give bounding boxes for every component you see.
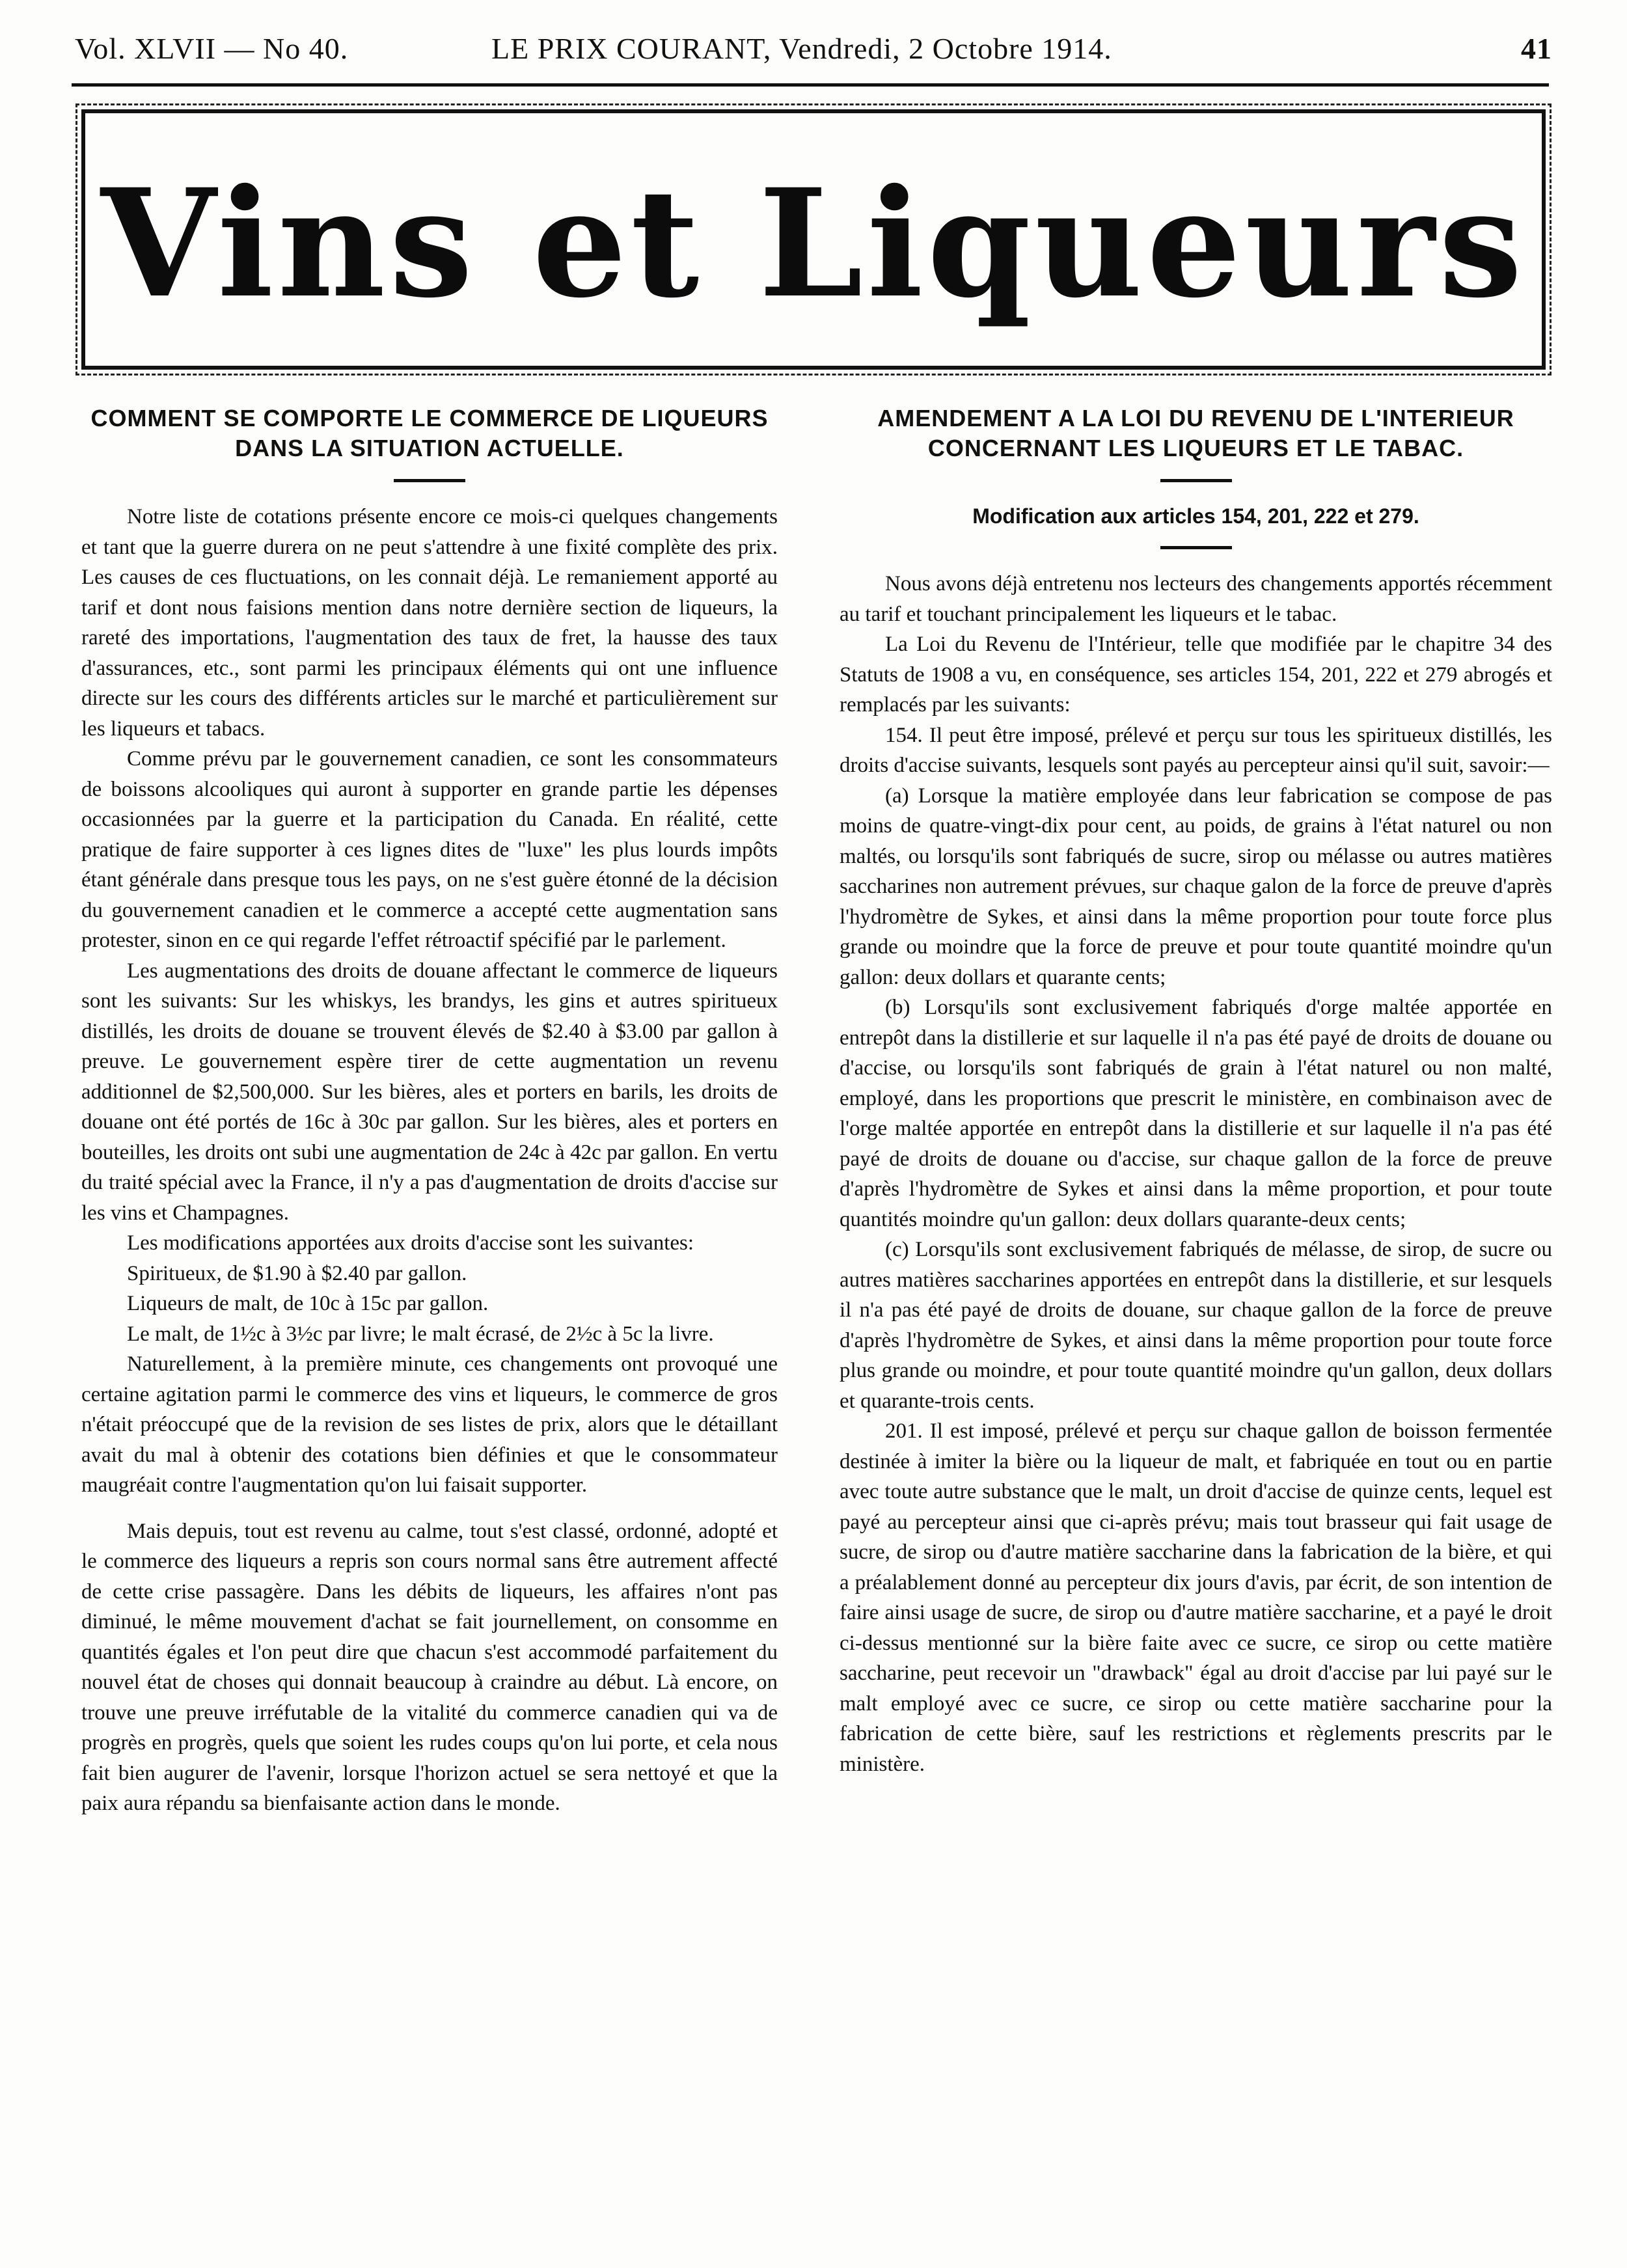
section-title: Vins et Liqueurs [100,156,1527,331]
right-article-heading: AMENDEMENT A LA LOI DU REVENU DE L'INTERIEUR CONCERNANT LES LIQUEURS ET LE TABAC. [877,405,1514,461]
subheading-rule [1160,546,1232,549]
left-article-heading: COMMENT SE COMPORTE LE COMMERCE DE LIQUEURS DANS LA SITUATION ACTUELLE. [90,405,769,461]
running-header [75,26,1552,72]
right-paragraph: (a) Lorsque la matière employée dans leur fabrication se compose de pas moins de quatre-vingt-dix pour cent, au poids, de grains à l'état naturel ou non maltés, ou lorsqu'ils sont fabriqués de sucre, sirop ou mélasse ou autres matières saccharines non autrement prévues, sur chaque galon de la force de preuve d'après l'hydromètre de Sykes, et ainsi dans la même proportion pour toute force plus grande ou moindre que la force de preuve et pour toute quantité moindre qu'un gallon: deux dollars et quarante cents; [840,784,1552,989]
right-article-subheading: Modification aux articles 154, 201, 222 et 279. [972,504,1419,528]
volume-number: Vol. XLVII — No 40. [75,32,349,65]
section-banner [81,109,1546,370]
left-paragraph: Naturellement, à la première minute, ces changements ont provoqué une certaine agitation parmi le commerce des vins et liqueurs, le commerce de gros n'était préoccupé que de la revision de ses listes de prix, alors que le détaillant avait du mal à obtenir des cotations bien définies et que le consommateur maugréait contre l'augmentation qu'on lui faisait supporter. [81,1352,778,1497]
right-paragraph: 201. Il est imposé, prélevé et perçu sur chaque gallon de boisson fermentée destinée à imiter la bière ou la liqueur de malt, et fabriquée en tout ou en partie avec toute autre substance que le malt, un droit d'accise de quinze cents, lequel est payé au percepteur ainsi que ci-après prévu; mais tout brasseur qui fait usage de sucre, de sirop ou d'autre matière saccharine dans la fabrication de la bière, et qui a préalablement donné au percepteur dix jours d'avis, par écrit, de son intention de faire ainsi usage de sucre, de sirop ou d'autre matière saccharine, et a payé le droit ci-dessus mentionné sur la bière faite avec ce sucre, ce sirop ou cette matière saccharine, peut recevoir un "drawback" égal au droit d'accise par lui payé sur le malt employé avec ce sucre, ce sirop ou cette matière saccharine pour la fabrication de cette bière, sauf les restrictions et règlements prescrits par le ministère. [840,1419,1552,1776]
publication-date-line: LE PRIX COURANT, Vendredi, 2 Octobre 1914. [491,32,1112,65]
left-list-item: Liqueurs de malt, de 10c à 15c par gallon. [127,1292,489,1315]
right-paragraph: 154. Il peut être imposé, prélevé et perçu sur tous les spiritueux distillés, les droits d'accise suivants, lesquels sont payés au percepteur ainsi qu'il suit, savoir:— [840,723,1552,777]
heading-rule [394,479,465,482]
right-column [840,403,1552,1779]
left-paragraph: Notre liste de cotations présente encore ce mois-ci quelques changements et tant que la guerre durera on ne peut s'attendre à une fixité complète des prix. Les causes de ces fluctuations, on les connait déjà. Le remaniement apporté au tarif et dont nous faisions mention dans notre dernière section de liqueurs, la rareté des importations, l'augmentation des taux de fret, la hausse des taux d'assurances, etc., sont parmi les principaux éléments qui ont une influence directe sur les cours des différents articles sur le marché et particulièrement sur les liqueurs et tabacs. [81,505,778,741]
page-number: 41 [1521,32,1552,65]
left-paragraph: Mais depuis, tout est revenu au calme, tout s'est classé, ordonné, adopté et le commerce des liqueurs a repris son cours normal sans être autrement affecté de cette crise passagère. Dans les débits de liqueurs, les affaires n'ont pas diminué, le même mouvement d'achat se fait journellement, on consomme en quantités égales et l'on peut dire que chacun s'est accommodé parfaitement du nouvel état de choses qui donnait beaucoup à craindre au début. Là encore, on trouve une preuve irréfutable de la vitalité du commerce canadien qui va de progrès en progrès, quels que soient les rudes coups qu'on lui porte, et cela nous fait bien augurer de l'avenir, lorsque l'horizon actuel se sera nettoyé et que la paix aura répandu sa bienfaisante action dans le monde. [81,1519,778,1815]
right-paragraph: (b) Lorsqu'ils sont exclusivement fabriqués d'orge maltée apportée en entrepôt dans la distillerie et sur laquelle il n'a pas été payé de droits de douane ou d'accise, ou lorsqu'ils sont fabriqués de grain à l'état naturel ou non malté, employé, dans les proportions que prescrit le ministère, en combinaison avec de l'orge maltée apportée en entrepôt dans la distillerie et sur laquelle il n'a pas été payé de droits de douane ou d'accise, sur chaque gallon de la force de preuve d'après l'hydromètre de Sykes et ainsi dans la même proportion, et pour toute quantités moindre qu'un gallon: deux dollars quarante-deux cents; [840,996,1552,1231]
left-list-item: Le malt, de 1½c à 3½c par livre; le malt écrasé, de 2½c à 5c la livre. [127,1322,714,1346]
right-paragraph: (c) Lorsqu'ils sont exclusivement fabriqués de mélasse, de sirop, de sucre ou autres matières saccharines apportées en entrepôt dans la distillerie, et sur lesquels il n'a pas été payé de droits de douane, sur chaque gallon de la force de preuve d'après l'hydromètre de Sykes, et ainsi dans la même proportion pour toute force plus grande ou moindre, et pour toute quantité moindre qu'un gallon, deux dollars et quarante-trois cents. [840,1238,1552,1413]
right-paragraph: Nous avons déjà entretenu nos lecteurs des changements apportés récemment au tarif et touchant principalement les liqueurs et le tabac. [840,572,1552,626]
left-list-item: Spiritueux, de $1.90 à $2.40 par gallon. [127,1261,467,1285]
left-column [81,403,778,1819]
right-paragraph: La Loi du Revenu de l'Intérieur, telle que modifiée par le chapitre 34 des Statuts de 1908 a vu, en conséquence, ses articles 154, 201, 222 et 279 abrogés et remplacés par les suivants: [840,633,1552,717]
heading-rule [1160,479,1232,482]
header-rule [72,83,1549,87]
left-paragraph: Comme prévu par le gouvernement canadien, ce sont les consommateurs de boissons alcooliques qui auront à supporter en grande partie les dépenses occasionnées par la guerre et la participation du Canada. En réalité, cette pratique de faire supporter à ces lignes dites de "luxe" les plus lourds impôts étant générale dans presque tous les pays, on ne s'est guère étonné de la décision du gouvernement canadien et le commerce a accepté cette augmentation sans protester, sinon en ce qui regarde l'effet rétroactif spécifié par le parlement. [81,747,778,952]
left-paragraph: Les augmentations des droits de douane affectant le commerce de liqueurs sont les suivants: Sur les whiskys, les brandys, les gins et autres spiritueux distillés, les droits de douane se trouvent élevés de $2.40 à $3.00 par gallon à preuve. Le gouvernement espère tirer de cette augmentation un revenu additionnel de $2,500,000. Sur les bières, ales et porters en barils, les droits de douane ont été portés de 16c à 30c par gallon. Sur les bières, ales et porters en bouteilles, les droits ont subi une augmentation de 24c à 42c par gallon. En vertu du traité spécial avec la France, il n'y a pas d'augmentation de droits d'accise sur les vins et Champagnes. [81,959,778,1225]
left-paragraph: Les modifications apportées aux droits d'accise sont les suivantes: [127,1231,694,1255]
